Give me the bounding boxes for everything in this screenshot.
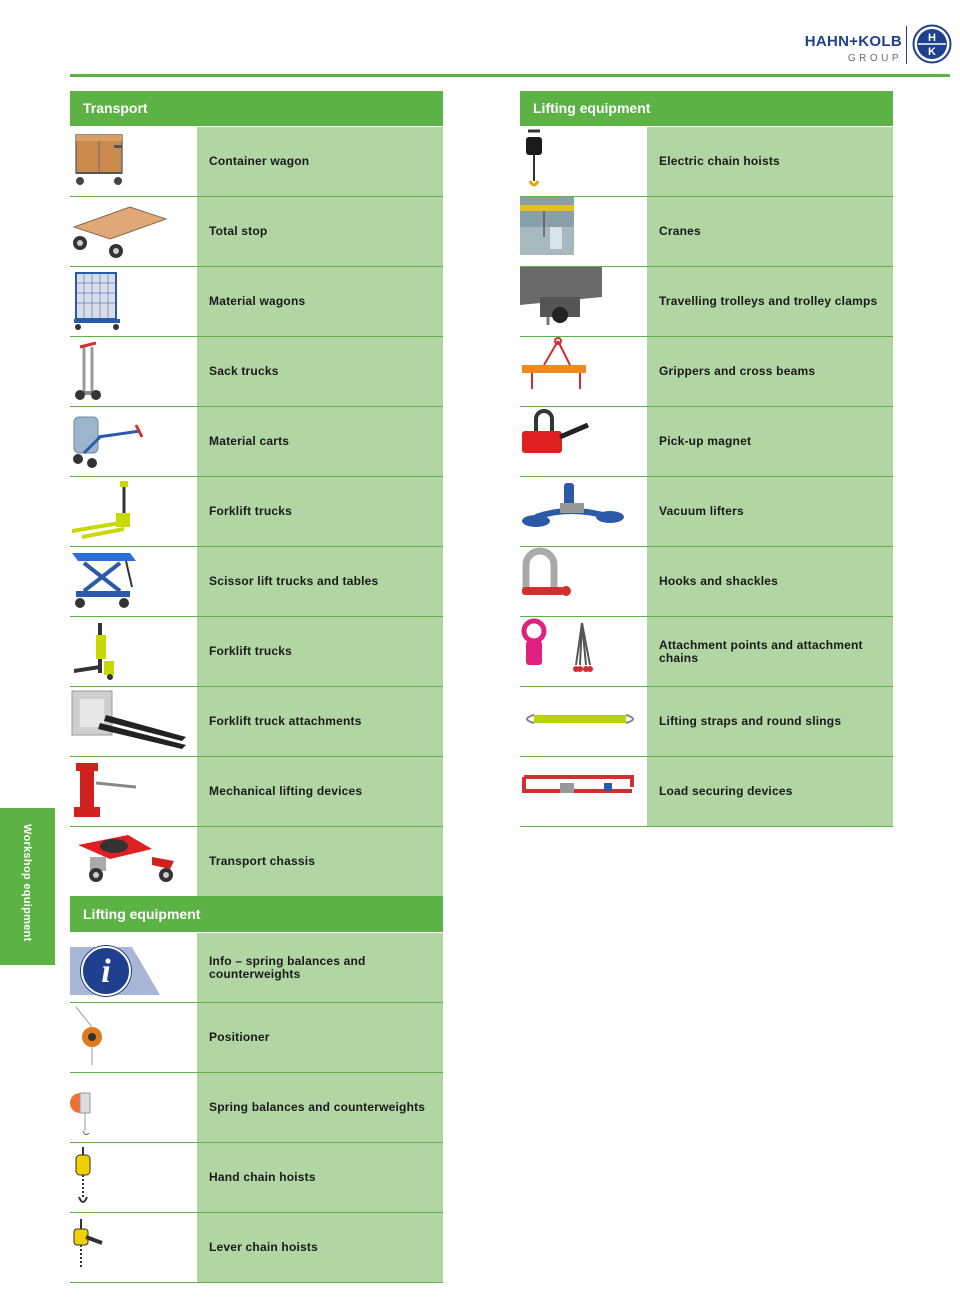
category-label[interactable]: Spring balances and counterweights	[197, 1073, 443, 1142]
category-row[interactable]	[520, 337, 893, 407]
category-label[interactable]: Scissor lift trucks and tables	[197, 547, 443, 616]
side-tab	[0, 808, 55, 965]
category-label[interactable]: Material wagons	[197, 267, 443, 336]
category-row[interactable]	[520, 617, 893, 687]
category-row[interactable]	[520, 687, 893, 757]
balancer-icon	[70, 1003, 197, 1072]
category-label[interactable]: Transport chassis	[197, 827, 443, 896]
category-row[interactable]	[70, 1213, 443, 1283]
category-row[interactable]	[70, 407, 443, 477]
info-icon-icon	[70, 933, 197, 1002]
cross-beam-icon	[520, 337, 647, 406]
category-label[interactable]: Positioner	[197, 1003, 443, 1072]
logo-mark-icon	[912, 24, 952, 64]
category-label[interactable]: Forklift trucks	[197, 617, 443, 686]
right-column	[520, 91, 893, 827]
logo-mark-bottom: K	[928, 46, 936, 58]
left-column	[70, 91, 443, 1283]
crane-icon	[520, 197, 647, 266]
category-label[interactable]: Load securing devices	[647, 757, 893, 826]
category-row[interactable]	[70, 933, 443, 1003]
pallet-truck-icon	[70, 477, 197, 546]
container-wagon-icon	[70, 127, 197, 196]
scissor-lift-icon	[70, 547, 197, 616]
category-label[interactable]: Lever chain hoists	[197, 1213, 443, 1282]
category-label[interactable]: Forklift truck attachments	[197, 687, 443, 756]
ratchet-strap-icon	[520, 757, 647, 826]
category-label[interactable]: Material carts	[197, 407, 443, 476]
logo-mark-top: H	[928, 32, 936, 44]
category-label[interactable]: Vacuum lifters	[647, 477, 893, 546]
category-row[interactable]	[520, 757, 893, 827]
category-label[interactable]: Total stop	[197, 197, 443, 266]
category-label[interactable]: Sack trucks	[197, 337, 443, 406]
header-rule	[70, 74, 950, 77]
category-label[interactable]: Attachment points and attachment chains	[647, 617, 893, 686]
category-label[interactable]: Hooks and shackles	[647, 547, 893, 616]
jack-icon	[70, 757, 197, 826]
side-tab-label: Workshop equipment	[21, 824, 33, 942]
category-row[interactable]	[520, 407, 893, 477]
electric-hoist-icon	[520, 127, 647, 196]
category-row[interactable]	[520, 127, 893, 197]
category-label[interactable]: Info – spring balances and counterweights	[197, 933, 443, 1002]
trolley-icon	[520, 267, 647, 336]
category-row[interactable]	[70, 687, 443, 757]
category-label[interactable]: Electric chain hoists	[647, 127, 893, 196]
category-label[interactable]: Grippers and cross beams	[647, 337, 893, 406]
category-row[interactable]	[70, 267, 443, 337]
strap-icon	[520, 687, 647, 756]
category-label[interactable]: Container wagon	[197, 127, 443, 196]
logo	[768, 34, 902, 65]
category-label[interactable]: Lifting straps and round slings	[647, 687, 893, 756]
section-header: Lifting equipment	[70, 897, 443, 932]
svg-text:i: i	[101, 953, 111, 990]
category-row[interactable]	[520, 267, 893, 337]
sack-truck-icon	[70, 337, 197, 406]
category-label[interactable]: Cranes	[647, 197, 893, 266]
skate-icon	[70, 827, 197, 896]
category-row[interactable]	[70, 757, 443, 827]
platform-truck-icon	[70, 197, 197, 266]
logo-divider	[906, 26, 907, 64]
brand-name: HAHN+KOLB	[804, 33, 902, 50]
category-label[interactable]: Pick-up magnet	[647, 407, 893, 476]
category-row[interactable]	[70, 127, 443, 197]
section-header: Transport	[70, 91, 443, 126]
category-row[interactable]	[70, 1073, 443, 1143]
category-row[interactable]	[520, 197, 893, 267]
category-row[interactable]	[70, 617, 443, 687]
drum-cart-icon	[70, 407, 197, 476]
category-row[interactable]	[520, 477, 893, 547]
section-header: Lifting equipment	[520, 91, 893, 126]
chain-sling-icon	[520, 617, 647, 686]
vacuum-lifter-icon	[520, 477, 647, 546]
category-label[interactable]: Mechanical lifting devices	[197, 757, 443, 826]
category-row[interactable]	[70, 197, 443, 267]
hand-chain-hoist-icon	[70, 1143, 197, 1212]
fork-extensions-icon	[70, 687, 197, 756]
brand-sub: GROUP	[847, 53, 902, 64]
category-row[interactable]	[70, 827, 443, 897]
category-label[interactable]: Hand chain hoists	[197, 1143, 443, 1212]
spring-balancer-icon	[70, 1073, 197, 1142]
category-row[interactable]	[70, 1003, 443, 1073]
category-label[interactable]: Travelling trolleys and trolley clamps	[647, 267, 893, 336]
magnet-icon	[520, 407, 647, 476]
category-row[interactable]	[520, 547, 893, 617]
category-row[interactable]	[70, 337, 443, 407]
material-wagon-icon	[70, 267, 197, 336]
page-header	[0, 0, 960, 78]
lever-hoist-icon	[70, 1213, 197, 1282]
category-label[interactable]: Forklift trucks	[197, 477, 443, 546]
category-row[interactable]	[70, 547, 443, 617]
category-row[interactable]	[70, 477, 443, 547]
category-row[interactable]	[70, 1143, 443, 1213]
stacker-icon	[70, 617, 197, 686]
shackle-icon	[520, 547, 647, 616]
